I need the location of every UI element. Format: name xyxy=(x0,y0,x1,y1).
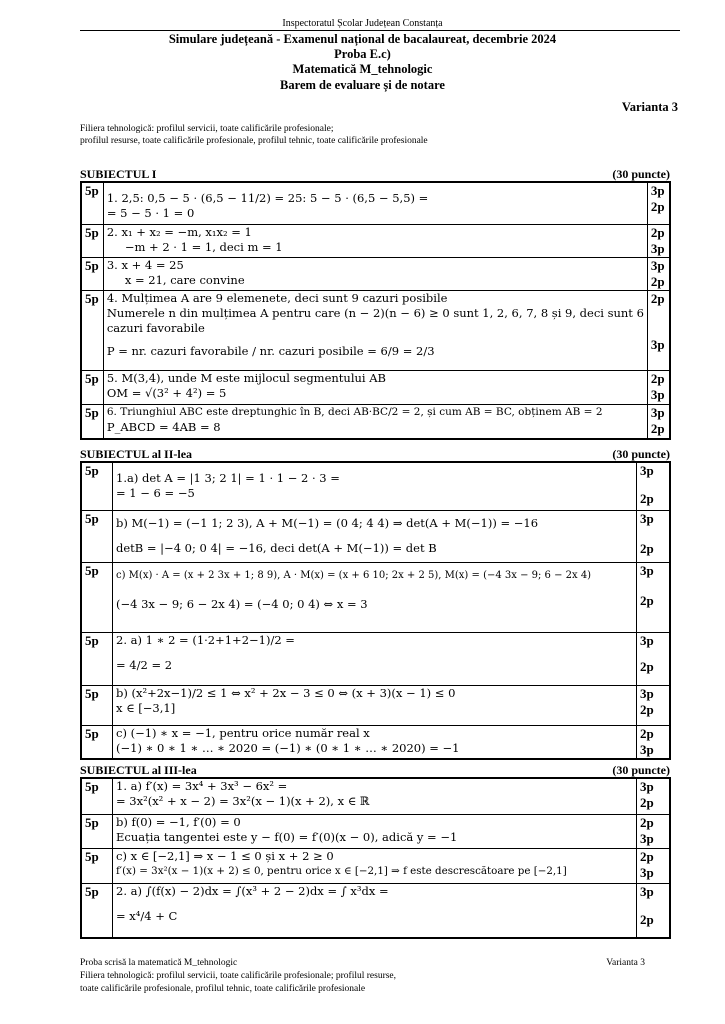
score: 2p xyxy=(650,370,665,386)
row-line: (−4 3x − 9; 6 − 2x 4) = (−4 0; 0 4) ⇔ x = 3 xyxy=(116,596,368,611)
score: 2p xyxy=(650,273,665,289)
section-2-points: (30 puncte) xyxy=(612,447,670,461)
row-line: f′(x) = 3x²(x − 1)(x + 2) ≤ 0, pentru orice x ∈ [−2,1] ⇒ f este descrescătoare pe [−2,1] xyxy=(116,864,567,877)
row-content xyxy=(113,883,637,938)
row-scores xyxy=(637,562,671,632)
section-1-title: SUBIECTUL I xyxy=(80,167,157,181)
table-row xyxy=(81,290,670,370)
table-row xyxy=(81,404,670,439)
score: 3p xyxy=(640,463,654,478)
row-line: cazuri favorabile xyxy=(106,320,205,335)
row-points: 5p xyxy=(81,404,103,439)
score: 2p xyxy=(650,290,665,306)
score: 2p xyxy=(640,725,654,741)
table-row xyxy=(81,562,670,632)
table-row xyxy=(81,632,670,685)
row-scores xyxy=(647,257,670,290)
row-points: 5p xyxy=(81,814,113,848)
institution-header: Inspectoratul Școlar Județean Constanța xyxy=(282,18,443,29)
row-line: 4. Mulțimea A are 9 elemenete, deci sunt 9 cazuri posibile xyxy=(106,290,448,305)
exam-subject: Matematică M_tehnologic xyxy=(292,62,433,76)
exam-doc-type: Barem de evaluare și de notare xyxy=(280,78,445,92)
row-points: 5p xyxy=(81,725,113,759)
section-title-3 xyxy=(80,763,670,778)
row-line: 1. a) f′(x) = 3x⁴ + 3x³ − 6x² = xyxy=(116,779,288,793)
row-points: 5p xyxy=(81,848,113,883)
row-points: 5p xyxy=(81,182,103,224)
row-line: (−1) ∗ 0 ∗ 1 ∗ … ∗ 2020 = (−1) ∗ (0 ∗ 1 ∗ … ∗ 2020) = −1 xyxy=(116,740,460,755)
table-row xyxy=(81,257,670,290)
row-scores xyxy=(637,778,671,814)
score: 3p xyxy=(650,183,665,198)
row-line: x = 21, care convine xyxy=(124,272,245,287)
row-content xyxy=(103,290,647,370)
row-line: 2. x₁ + x₂ = −m, x₁x₂ = 1 xyxy=(106,224,252,239)
score: 2p xyxy=(640,491,654,506)
row-content xyxy=(113,632,637,685)
row-content xyxy=(103,182,647,224)
score: 3p xyxy=(650,240,665,256)
row-scores xyxy=(647,182,670,224)
table-row xyxy=(81,725,670,759)
row-content xyxy=(103,404,647,439)
table-row xyxy=(81,510,670,562)
row-line: = x⁴/4 + C xyxy=(116,908,178,923)
row-content xyxy=(113,462,637,510)
score: 3p xyxy=(640,562,654,578)
row-line: −m + 2 · 1 = 1, deci m = 1 xyxy=(124,239,283,254)
row-line: x ∈ [−3,1] xyxy=(116,700,176,715)
score: 2p xyxy=(640,592,654,608)
score: 3p xyxy=(640,510,654,526)
row-points: 5p xyxy=(81,224,103,257)
row-content xyxy=(113,725,637,759)
score: 3p xyxy=(640,864,654,880)
score: 2p xyxy=(640,814,654,830)
header-divider xyxy=(80,30,680,31)
score: 2p xyxy=(650,420,665,436)
row-line: detB = |−4 0; 0 4| = −16, deci det(A + M(−1)) = det B xyxy=(116,540,437,555)
section-1-points: (30 puncte) xyxy=(612,167,670,181)
score: 2p xyxy=(650,199,665,214)
table-row xyxy=(81,182,670,224)
score: 3p xyxy=(650,386,665,402)
row-line: P = nr. cazuri favorabile / nr. cazuri posibile = 6/9 = 2/3 xyxy=(106,343,435,358)
table-row xyxy=(81,370,670,404)
row-line: P_ABCD = 4AB = 8 xyxy=(106,419,221,434)
section-3-points: (30 puncte) xyxy=(612,763,670,777)
row-content xyxy=(113,848,637,883)
row-line: 1. 2,5: 0,5 − 5 · (6,5 − 11/2) = 25: 5 − 5 · (6,5 − 5,5) = xyxy=(106,191,429,205)
row-content xyxy=(103,224,647,257)
row-line: 2. a) ∫(f(x) − 2)dx = ∫(x³ + 2 − 2)dx = ∫ x³dx = xyxy=(116,883,389,898)
section-3-table xyxy=(80,777,671,939)
score: 2p xyxy=(640,658,654,674)
footer-line-3: toate calificările profesionale, profilul tehnic, toate calificările profesionale xyxy=(80,984,366,994)
table-row xyxy=(81,224,670,257)
row-line: c) (−1) ∗ x = −1, pentru orice număr real x xyxy=(116,725,370,740)
variant-label: Varianta 3 xyxy=(621,100,678,114)
row-scores xyxy=(637,848,671,883)
row-line: b) M(−1) = (−1 1; 2 3), A + M(−1) = (0 4; 4 4) ⇒ det(A + M(−1)) = −16 xyxy=(116,515,539,530)
filiera-line-1: Filiera tehnologică: profilul servicii, toate calificările profesionale; xyxy=(80,124,334,134)
score: 2p xyxy=(650,224,665,240)
row-scores xyxy=(637,814,671,848)
row-points: 5p xyxy=(81,562,113,632)
footer-line-2: Filiera tehnologică: profilul servicii, toate calificările profesionale; profilul resurse, xyxy=(80,971,397,981)
score: 3p xyxy=(650,336,665,352)
row-points: 5p xyxy=(81,778,113,814)
row-content xyxy=(113,778,637,814)
row-points: 5p xyxy=(81,685,113,725)
score: 2p xyxy=(640,540,654,556)
row-scores xyxy=(637,510,671,562)
score: 3p xyxy=(650,404,665,420)
score: 3p xyxy=(640,830,654,846)
row-points: 5p xyxy=(81,290,103,370)
row-line: Ecuația tangentei este y − f(0) = f′(0)(x − 0), adică y = −1 xyxy=(116,829,458,844)
score: 2p xyxy=(640,701,654,717)
footer-line-1: Proba scrisă la matematică M_tehnologic xyxy=(80,958,238,968)
row-line: b) f(0) = −1, f′(0) = 0 xyxy=(116,814,241,829)
score: 3p xyxy=(640,741,654,757)
row-line: = 5 − 5 · 1 = 0 xyxy=(106,206,195,220)
table-row xyxy=(81,462,670,510)
row-line: 5. M(3,4), unde M este mijlocul segmentului AB xyxy=(106,370,386,385)
row-points: 5p xyxy=(81,883,113,938)
row-line: = 4/2 = 2 xyxy=(116,657,173,672)
score: 2p xyxy=(640,795,654,810)
row-scores xyxy=(637,462,671,510)
row-content xyxy=(103,370,647,404)
row-scores xyxy=(637,632,671,685)
score: 2p xyxy=(640,911,654,927)
filiera-line-2: profilul resurse, toate calificările profesionale, profilul tehnic, toate calificările profesionale xyxy=(80,136,428,146)
row-content xyxy=(113,814,637,848)
row-line: 6. Triunghiul ABC este dreptunghic în B, deci AB·BC/2 = 2, și cum AB = BC, obținem AB = 2 xyxy=(106,405,603,418)
row-points: 5p xyxy=(81,370,103,404)
row-scores xyxy=(637,725,671,759)
table-row xyxy=(81,848,670,883)
table-row xyxy=(81,778,670,814)
row-line: = 3x²(x² + x − 2) = 3x²(x − 1)(x + 2), x ∈ ℝ xyxy=(116,794,370,808)
section-2-table xyxy=(80,461,671,760)
score: 3p xyxy=(640,779,654,794)
row-points: 5p xyxy=(81,510,113,562)
score: 3p xyxy=(640,632,654,648)
row-points: 5p xyxy=(81,632,113,685)
section-title-2 xyxy=(80,447,670,462)
row-line: = 1 − 6 = −5 xyxy=(116,486,195,500)
row-scores xyxy=(647,404,670,439)
score: 3p xyxy=(640,685,654,701)
row-line: Numerele n din mulțimea A pentru care (n − 2)(n − 6) ≥ 0 sunt 1, 2, 6, 7, 8 și 9, deci sunt 6 xyxy=(106,305,644,320)
footer-variant: Varianta 3 xyxy=(606,958,645,968)
row-line: c) M(x) · A = (x + 2 3x + 1; 8 9), A · M(x) = (x + 6 10; 2x + 2 5), M(x) = (−4 3x − 9; 6 − 2x 4) xyxy=(116,569,592,581)
row-content xyxy=(113,510,637,562)
score: 2p xyxy=(640,848,654,864)
row-scores xyxy=(647,224,670,257)
table-row xyxy=(81,814,670,848)
score: 3p xyxy=(650,257,665,273)
section-1-table xyxy=(80,181,671,440)
row-content xyxy=(103,257,647,290)
row-line: c) x ∈ [−2,1] ⇒ x − 1 ≤ 0 și x + 2 ≥ 0 xyxy=(116,848,334,863)
table-row xyxy=(81,685,670,725)
row-scores xyxy=(637,685,671,725)
row-points: 5p xyxy=(81,462,113,510)
section-3-title: SUBIECTUL al III-lea xyxy=(80,763,197,777)
section-2-title: SUBIECTUL al II-lea xyxy=(80,447,193,461)
row-content xyxy=(113,685,637,725)
exam-title: Simulare județeană - Examenul național de bacalaureat, decembrie 2024 xyxy=(168,32,557,46)
table-row xyxy=(81,883,670,938)
row-line: 1.a) det A = |1 3; 2 1| = 1 · 1 − 2 · 3 = xyxy=(116,471,340,485)
exam-proba: Proba E.c) xyxy=(334,47,391,61)
score: 3p xyxy=(640,883,654,899)
row-content xyxy=(113,562,637,632)
section-title-1 xyxy=(80,167,670,182)
row-scores xyxy=(637,883,671,938)
row-scores xyxy=(647,290,670,370)
row-line: OM = √(3² + 4²) = 5 xyxy=(106,385,227,400)
row-line: 2. a) 1 ∗ 2 = (1·2+1+2−1)/2 = xyxy=(116,632,295,647)
row-scores xyxy=(647,370,670,404)
row-line: b) (x²+2x−1)/2 ≤ 1 ⇔ x² + 2x − 3 ≤ 0 ⇔ (x + 3)(x − 1) ≤ 0 xyxy=(116,685,456,700)
row-line: 3. x + 4 = 25 xyxy=(106,257,184,272)
row-points: 5p xyxy=(81,257,103,290)
